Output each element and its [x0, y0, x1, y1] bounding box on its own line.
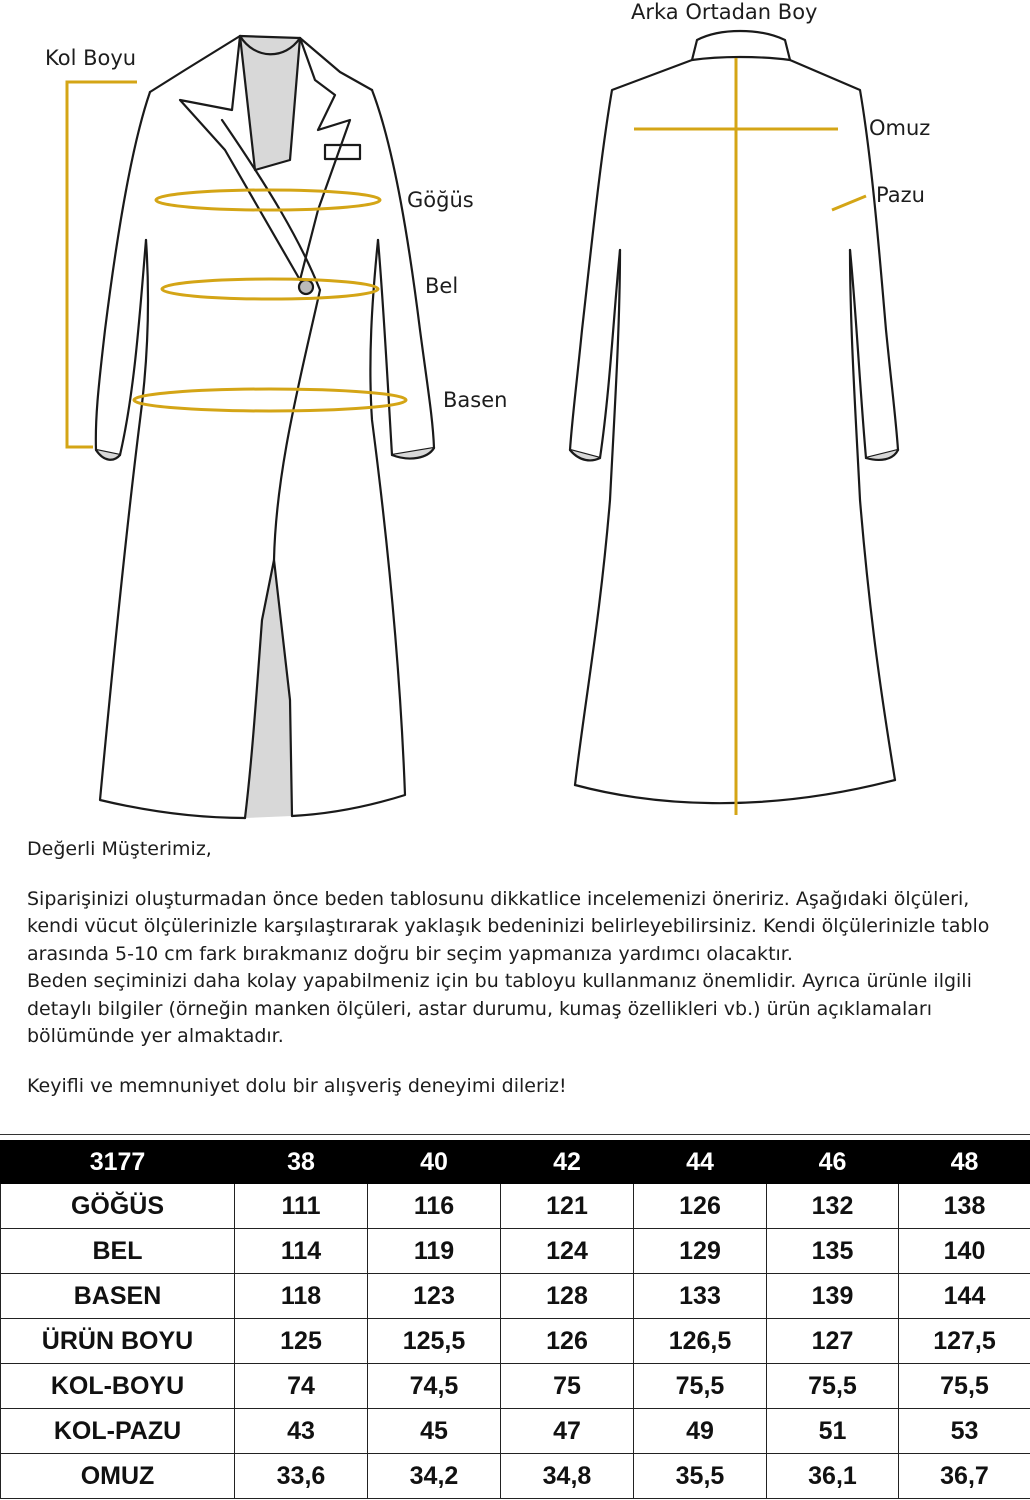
header-size: 46 [767, 1141, 899, 1184]
row-label: BEL [1, 1229, 235, 1274]
row-label: GÖĞÜS [1, 1184, 235, 1229]
table-cell: 118 [235, 1274, 368, 1319]
table-cell: 114 [235, 1229, 368, 1274]
table-cell: 47 [501, 1409, 634, 1454]
header-size: 44 [634, 1141, 767, 1184]
table-cell: 35,5 [634, 1454, 767, 1499]
front-body-right [292, 38, 405, 816]
table-divider [0, 1134, 1030, 1135]
shoulder-label: Omuz [869, 116, 931, 140]
table-cell: 111 [235, 1184, 368, 1229]
table-cell: 127 [767, 1319, 899, 1364]
row-label: KOL-BOYU [1, 1364, 235, 1409]
table-cell: 75,5 [899, 1364, 1030, 1409]
table-cell: 51 [767, 1409, 899, 1454]
table-row [1, 1454, 1030, 1499]
table-cell: 116 [368, 1184, 501, 1229]
row-label: KOL-PAZU [1, 1409, 235, 1454]
upper-arm-guide [832, 196, 866, 210]
front-wrap-edge [222, 120, 320, 560]
table-cell: 129 [634, 1229, 767, 1274]
table-cell: 33,6 [235, 1454, 368, 1499]
table-cell: 140 [899, 1229, 1030, 1274]
front-chest-pocket [325, 145, 360, 159]
back-collar [692, 31, 790, 60]
table-row [1, 1229, 1030, 1274]
size-table-header [1, 1141, 1030, 1184]
table-cell: 127,5 [899, 1319, 1030, 1364]
table-cell: 74 [235, 1364, 368, 1409]
table-cell: 36,7 [899, 1454, 1030, 1499]
waist-guide [162, 279, 378, 299]
message-paragraph-2: Beden seçiminizi daha kolay yapabilmeniz için bu tabloyu kullanmanız önemlidir. Ayrıca ürünle ilgili detaylı bilgiler (örneğin manken ölçüleri, astar durumu, kumaş özellikleri vb.) ürün açıklamaları bölümünde yer almaktadır. [27, 970, 972, 1047]
waist-label: Bel [425, 274, 459, 298]
table-cell: 124 [501, 1229, 634, 1274]
table-cell: 119 [368, 1229, 501, 1274]
hip-guide [134, 389, 406, 411]
table-cell: 75,5 [634, 1364, 767, 1409]
table-cell: 75 [501, 1364, 634, 1409]
table-cell: 126 [501, 1319, 634, 1364]
table-cell: 53 [899, 1409, 1030, 1454]
front-body-left [100, 36, 245, 818]
front-neck-lining [240, 36, 300, 170]
table-cell: 45 [368, 1409, 501, 1454]
message-paragraph-1: Siparişinizi oluşturmadan önce beden tablosunu dikkatlice incelemenizi öneririz. Aşağıdaki ölçüleri, kendi vücut ölçülerinizle karşılaştırarak yaklaşık bedeninizi belirleyebilirsiniz. Kendi ölçülerinizle tablo arasında 5-10 cm fark bırakmanız doğru bir seçim yapmanıza yardımcı olacaktır. [27, 887, 990, 965]
row-label: BASEN [1, 1274, 235, 1319]
row-label: OMUZ [1, 1454, 235, 1499]
table-row [1, 1274, 1030, 1319]
header-size: 40 [368, 1141, 501, 1184]
size-table [0, 1140, 1030, 1499]
table-cell: 75,5 [767, 1364, 899, 1409]
header-size: 48 [899, 1141, 1030, 1184]
table-cell: 49 [634, 1409, 767, 1454]
table-cell: 126 [634, 1184, 767, 1229]
row-label: ÜRÜN BOYU [1, 1319, 235, 1364]
table-cell: 125 [235, 1319, 368, 1364]
table-cell: 34,2 [368, 1454, 501, 1499]
table-cell: 121 [501, 1184, 634, 1229]
chest-guide [156, 190, 380, 210]
header-size: 42 [501, 1141, 634, 1184]
table-cell: 34,8 [501, 1454, 634, 1499]
back-center-length-label: Arka Ortadan Boy [631, 0, 818, 24]
table-cell: 133 [634, 1274, 767, 1319]
table-cell: 139 [767, 1274, 899, 1319]
message-greeting: Değerli Müşterimiz, [27, 838, 212, 860]
message-closing: Keyifli ve memnuniyet dolu bir alışveriş deneyimi dileriz! [27, 1074, 567, 1097]
table-cell: 74,5 [368, 1364, 501, 1409]
header-size: 38 [235, 1141, 368, 1184]
hip-label: Basen [443, 388, 508, 412]
table-row [1, 1319, 1030, 1364]
table-cell: 125,5 [368, 1319, 501, 1364]
table-cell: 138 [899, 1184, 1030, 1229]
table-cell: 123 [368, 1274, 501, 1319]
back-left-shoulder [570, 60, 692, 458]
customer-message [27, 836, 1007, 1100]
front-button [299, 280, 313, 294]
sleeve-length-label: Kol Boyu [45, 46, 137, 70]
front-right-sleeve [372, 90, 434, 455]
table-cell: 135 [767, 1229, 899, 1274]
table-row [1, 1364, 1030, 1409]
table-cell: 36,1 [767, 1454, 899, 1499]
chest-label: Göğüs [407, 188, 474, 212]
table-cell: 144 [899, 1274, 1030, 1319]
table-row [1, 1409, 1030, 1454]
table-row [1, 1184, 1030, 1229]
table-cell: 43 [235, 1409, 368, 1454]
front-slit-lining [245, 560, 292, 818]
table-cell: 128 [501, 1274, 634, 1319]
sleeve-length-guide [67, 82, 137, 447]
table-cell: 126,5 [634, 1319, 767, 1364]
header-model-code: 3177 [1, 1141, 235, 1184]
upper-arm-label: Pazu [876, 183, 925, 207]
table-cell: 132 [767, 1184, 899, 1229]
